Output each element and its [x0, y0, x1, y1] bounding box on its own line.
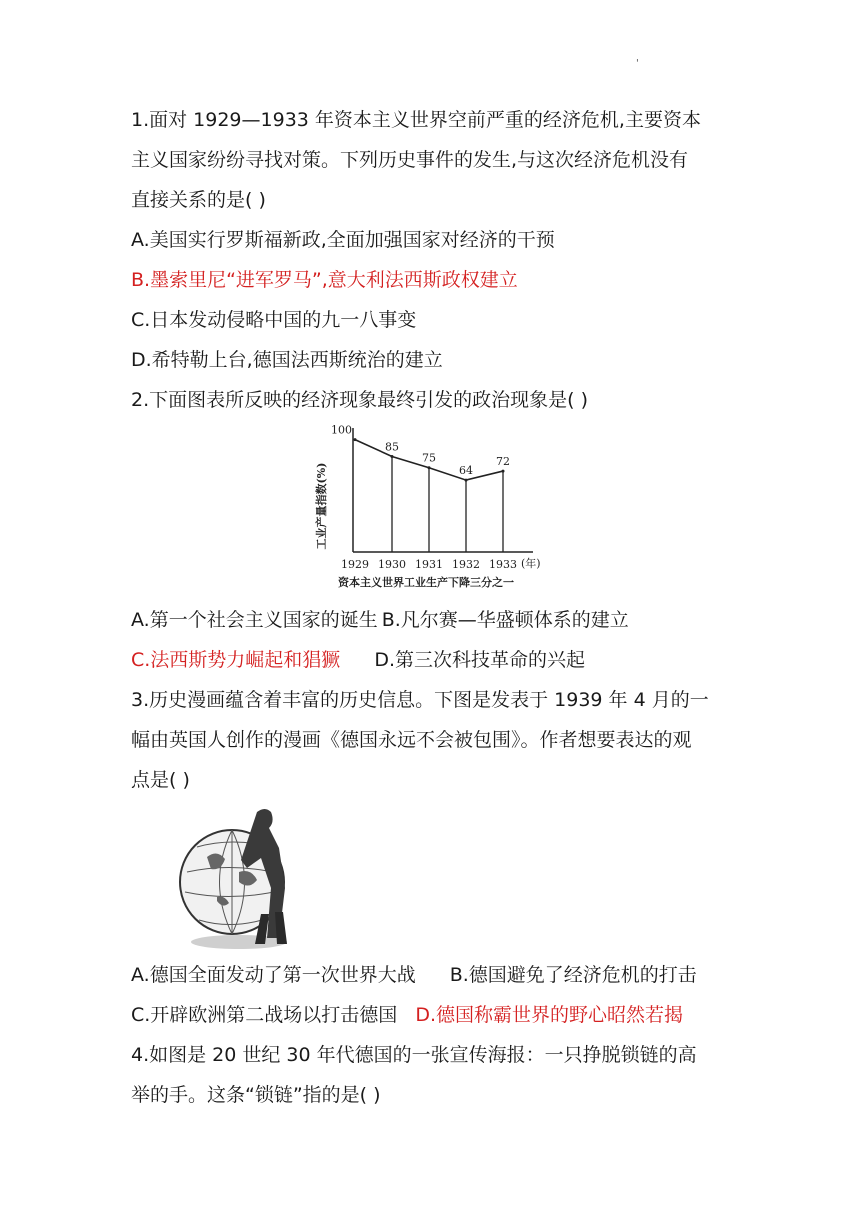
q3-stem-line2: 幅由英国人创作的漫画《德国永远不会被包围》。作者想要表达的观: [131, 729, 692, 751]
q4-stem-line1: 4.如图是 20 世纪 30 年代德国的一张宣传海报：一只挣脱锁链的高: [131, 1044, 697, 1066]
q2-option-a: A.第一个社会主义国家的诞生: [131, 609, 378, 631]
q1-option-c: C.日本发动侵略中国的九一八事变: [131, 309, 417, 331]
chart-x-tick-1932: 1932: [452, 558, 480, 571]
chart-value-label-1932: 64: [459, 464, 473, 478]
question-content: [131, 100, 741, 1115]
chart-point-1929: [354, 438, 357, 441]
q3-option-a: A.德国全面发动了第一次世界大战: [131, 964, 416, 986]
chart-caption: 资本主义世界工业生产下降三分之一: [338, 576, 514, 589]
q3-option-c: C.开辟欧洲第二战场以打击德国: [131, 1004, 398, 1026]
q1-option-b-answer: B.墨索里尼“进军罗马”,意大利法西斯政权建立: [131, 269, 518, 291]
chart-point-1932: [465, 479, 468, 482]
chart-point-1931: [428, 466, 431, 469]
chart-x-tick-1930: 1930: [378, 558, 406, 571]
chart-point-1930: [391, 455, 394, 458]
q3-option-d-answer: D.德国称霸世界的野心昭然若揭: [415, 1004, 683, 1026]
page-mark: ': [636, 58, 639, 69]
chart-value-label-1933: 72: [496, 455, 510, 469]
q2-stem: 2.下面图表所反映的经济现象最终引发的政治现象是( ): [131, 389, 588, 411]
globe-cartoon-illustration: [177, 802, 297, 952]
q3-options-row2: [131, 995, 741, 1035]
q1-stem-line3: 直接关系的是( ): [131, 189, 266, 211]
q2-options-row1: [131, 600, 741, 640]
q2-option-b: B.凡尔赛—华盛顿体系的建立: [381, 609, 629, 631]
q3-options-row1: [131, 955, 741, 995]
q1-stem-line2: 主义国家纷纷寻找对策。下列历史事件的发生,与这次经济危机没有: [131, 149, 689, 171]
chart-value-label-1931: 75: [422, 451, 436, 465]
chart-ylabel: 工业产量指数(%): [315, 462, 328, 550]
q3-option-b: B.德国避免了经济危机的打击: [449, 964, 697, 986]
chart-xunit: (年): [521, 557, 541, 570]
cartoon-image: [131, 800, 741, 955]
q2-option-d: D.第三次科技革命的兴起: [374, 649, 585, 671]
chart-x-tick-1933: 1933: [489, 558, 517, 571]
q4-stem-line2: 举的手。这条“锁链”指的是( ): [131, 1084, 381, 1106]
q1-stem-line1: 1.面对 1929—1933 年资本主义世界空前严重的经济危机,主要资本: [131, 109, 701, 131]
q3-stem-line3: 点是( ): [131, 769, 190, 791]
q1-option-a: A.美国实行罗斯福新政,全面加强国家对经济的干预: [131, 229, 555, 251]
q2-options-row2: [131, 640, 741, 680]
q3-stem-line1: 3.历史漫画蕴含着丰富的历史信息。下图是发表于 1939 年 4 月的一: [131, 689, 709, 711]
q1-option-d: D.希特勒上台,德国法西斯统治的建立: [131, 349, 443, 371]
chart-point-1933: [502, 470, 505, 473]
q2-option-c-answer: C.法西斯势力崛起和猖獗: [131, 649, 341, 671]
chart-x-tick-1931: 1931: [415, 558, 443, 571]
chart-x-tick-1929: 1929: [341, 558, 369, 571]
chart-value-label-1929: 100: [331, 424, 352, 437]
chart-value-label-1930: 85: [385, 440, 399, 454]
chart-svg: [301, 424, 551, 589]
industrial-output-chart: [131, 424, 741, 594]
